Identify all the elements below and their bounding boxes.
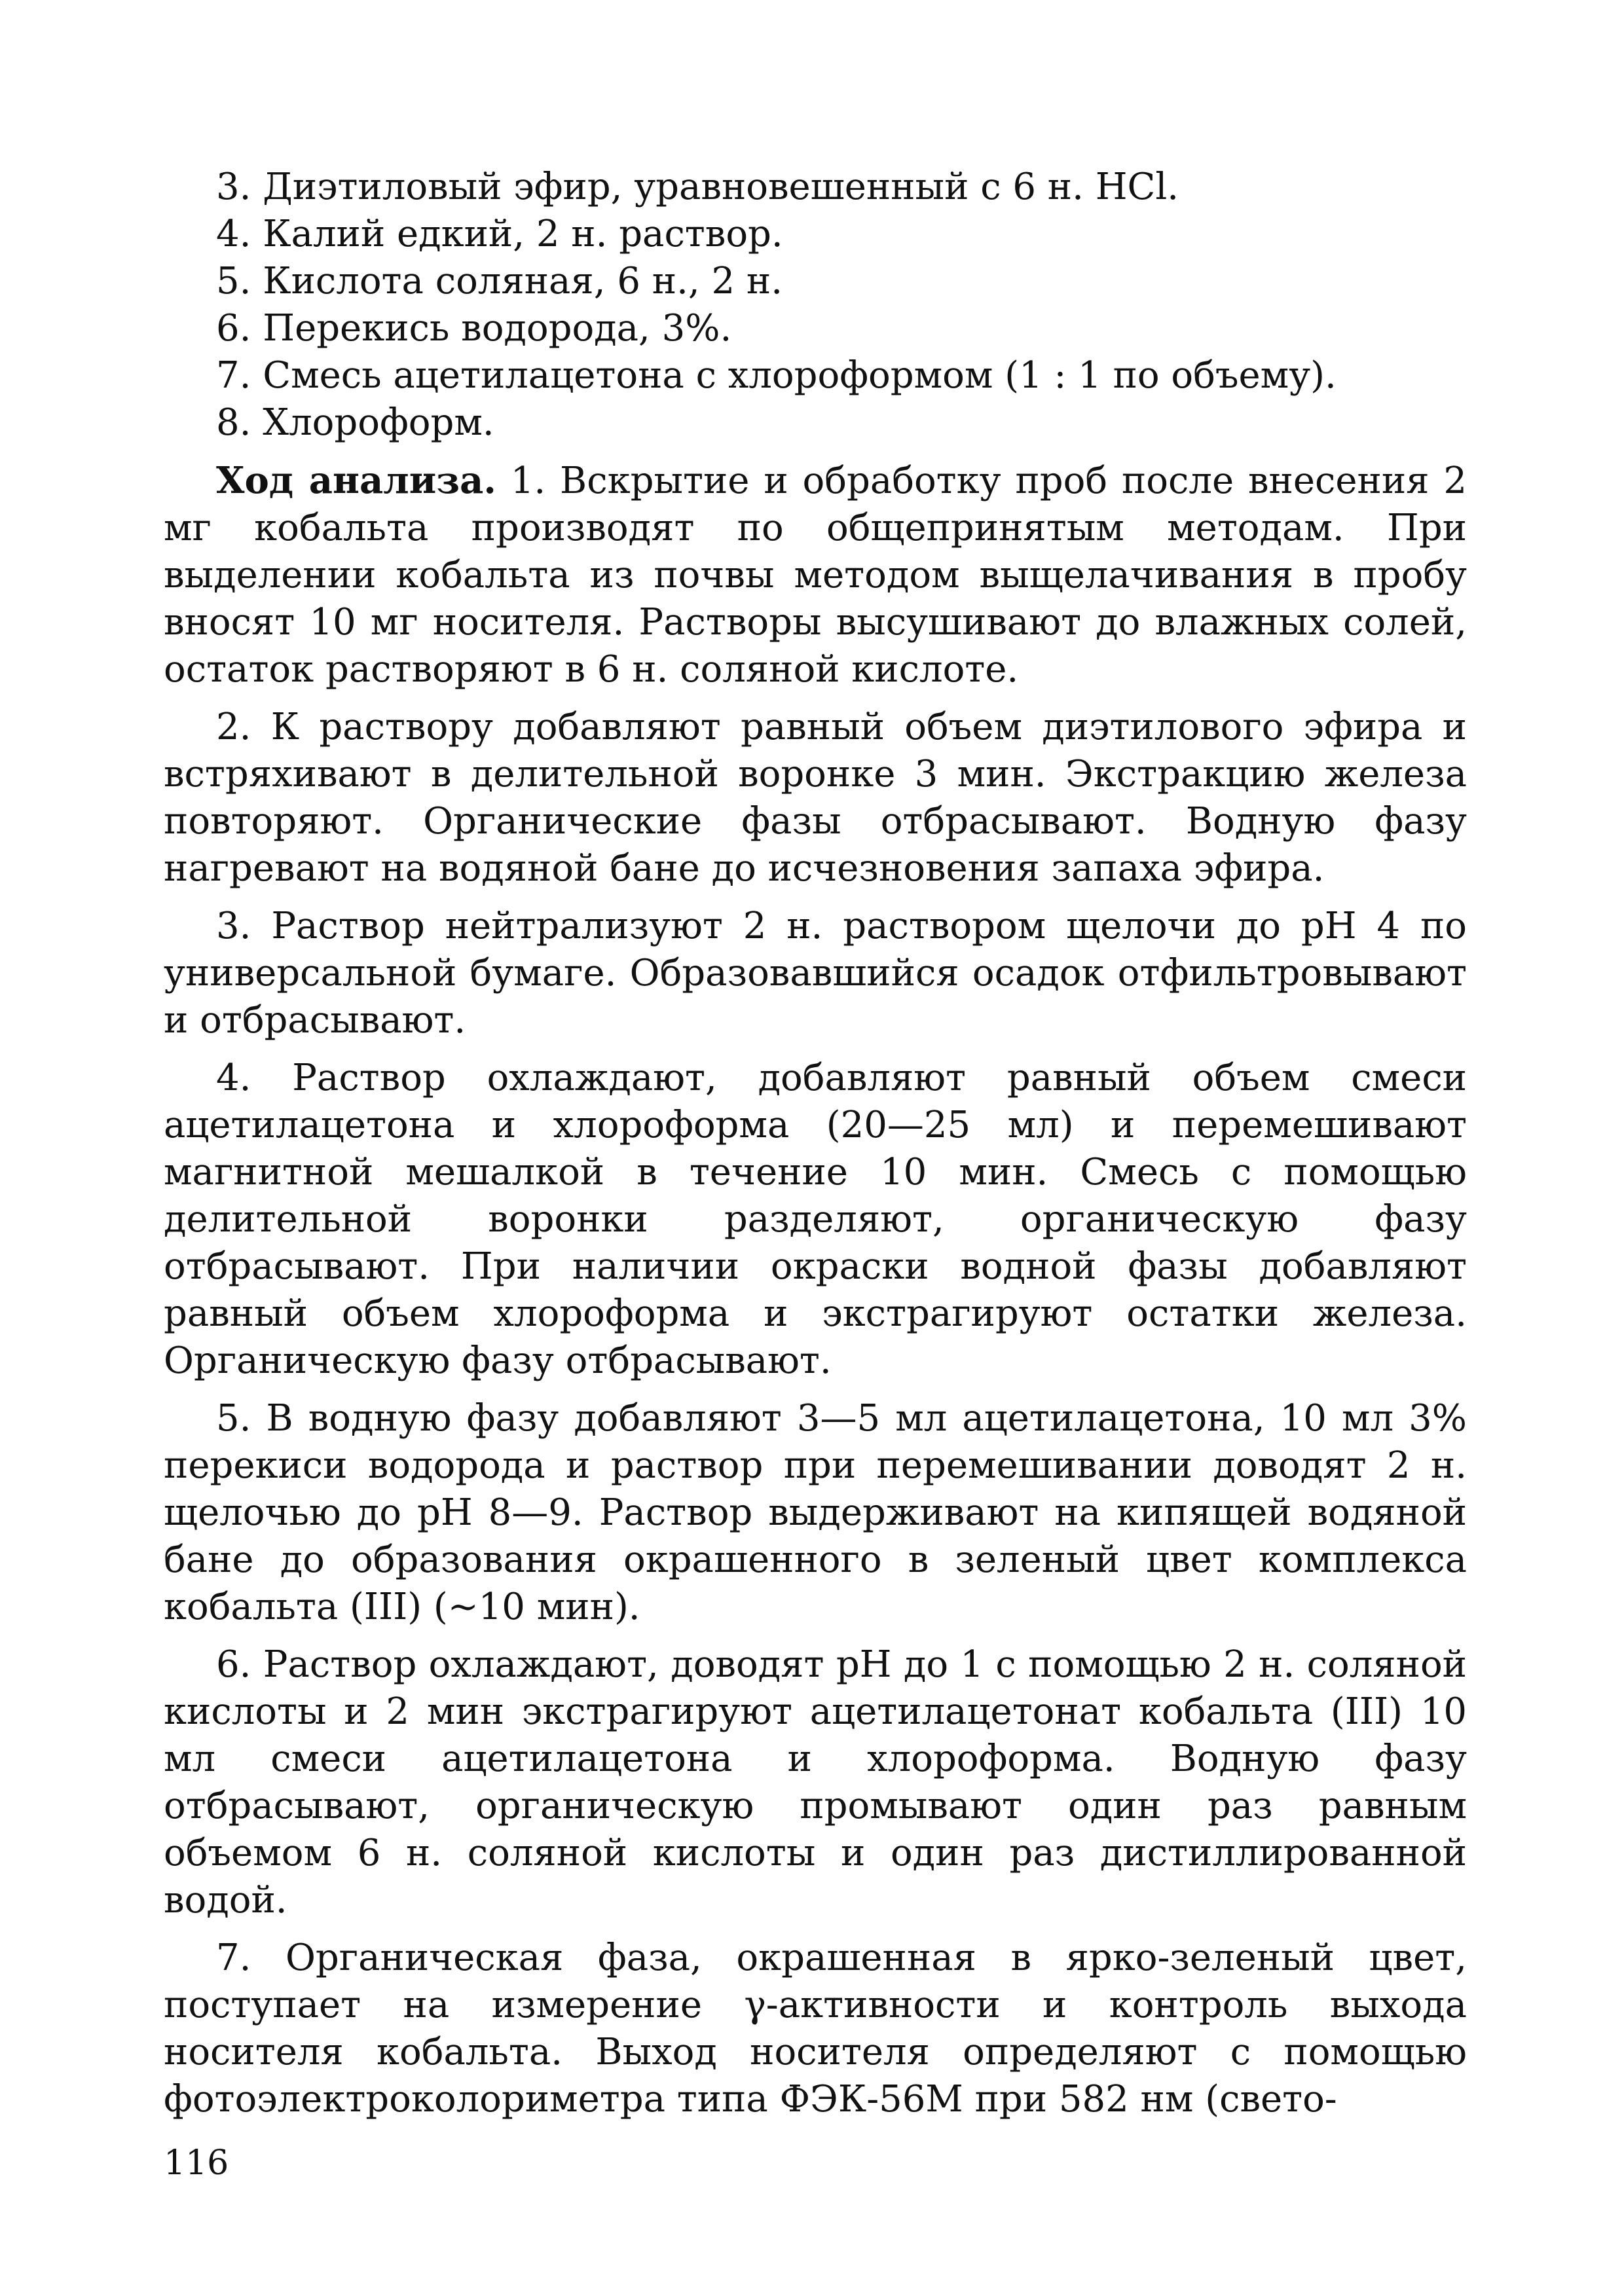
reagent-item: 8. Хлороформ.: [216, 401, 494, 444]
procedure-step: 5. В водную фазу добавляют 3—5 мл ацетилацетона, 10 мл 3% перекиси водорода и раствор при перемешивании доводят 2 н. щелочью до pH 8—9. Раствор выдерживают на кипящей водяной бане до образования окрашенного в зеленый цвет комплекса кобальта (III) (~10 мин).: [164, 1397, 1467, 1628]
page-number: 116: [164, 2143, 229, 2183]
procedure-step: 3. Раствор нейтрализуют 2 н. раствором щелочи до pH 4 по универсальной бумаге. Образовавшийся осадок отфильтровывают и отбрасывают.: [164, 905, 1467, 1042]
reagent-item: 6. Перекись водорода, 3%.: [216, 307, 732, 350]
reagent-item: 4. Калий едкий, 2 н. раствор.: [216, 213, 783, 255]
reagent-item: 3. Диэтиловый эфир, уравновешенный с 6 н. HCl.: [216, 166, 1179, 208]
procedure-step: 4. Раствор охлаждают, добавляют равный объем смеси ацетилацетона и хлороформа (20—25 мл) и перемешивают магнитной мешалкой в течение 10 мин. Смесь с помощью делительной воронки разделяют, органическую фазу отбрасывают. При наличии окраски водной фазы добавляют равный объем хлороформа и экстрагируют остатки железа. Органическую фазу отбрасывают.: [164, 1057, 1467, 1382]
procedure-step: [164, 457, 1467, 693]
reagent-list: [164, 164, 1467, 446]
procedure-step: 2. К раствору добавляют равный объем диэтилового эфира и встряхивают в делительной воронке 3 мин. Экстракцию железа повторяют. Органические фазы отбрасывают. Водную фазу нагревают на водяной бане до исчезновения запаха эфира.: [164, 706, 1467, 890]
procedure-heading: Ход анализа.: [216, 459, 496, 502]
procedure-step: 7. Органическая фаза, окрашенная в ярко-зеленый цвет, поступает на измерение γ-активности и контроль выхода носителя кобальта. Выход носителя определяют с помощью фотоэлектроколориметра типа ФЭК-56М при 582 нм (свето-: [164, 1937, 1467, 2121]
reagent-item: 5. Кислота соляная, 6 н., 2 н.: [216, 260, 783, 302]
text-body: [164, 164, 1467, 2123]
procedure-step-text: 1. Вскрытие и обработку проб после внесения 2 мг кобальта производят по общепринятым методам. При выделении кобальта из почвы методом выщелачивания в пробу вносят 10 мг носителя. Растворы высушивают до влажных солей, остаток растворяют в 6 н. соляной кислоте.: [164, 460, 1467, 691]
reagent-item: 7. Смесь ацетилацетона с хлороформом (1 : 1 по объему).: [216, 354, 1337, 397]
procedure-step: 6. Раствор охлаждают, доводят pH до 1 с помощью 2 н. соляной кислоты и 2 мин экстрагируют ацетилацетонат кобальта (III) 10 мл смеси ацетилацетона и хлороформа. Водную фазу отбрасывают, органическую промывают один раз равным объемом 6 н. соляной кислоты и один раз дистиллированной водой.: [164, 1643, 1467, 1922]
